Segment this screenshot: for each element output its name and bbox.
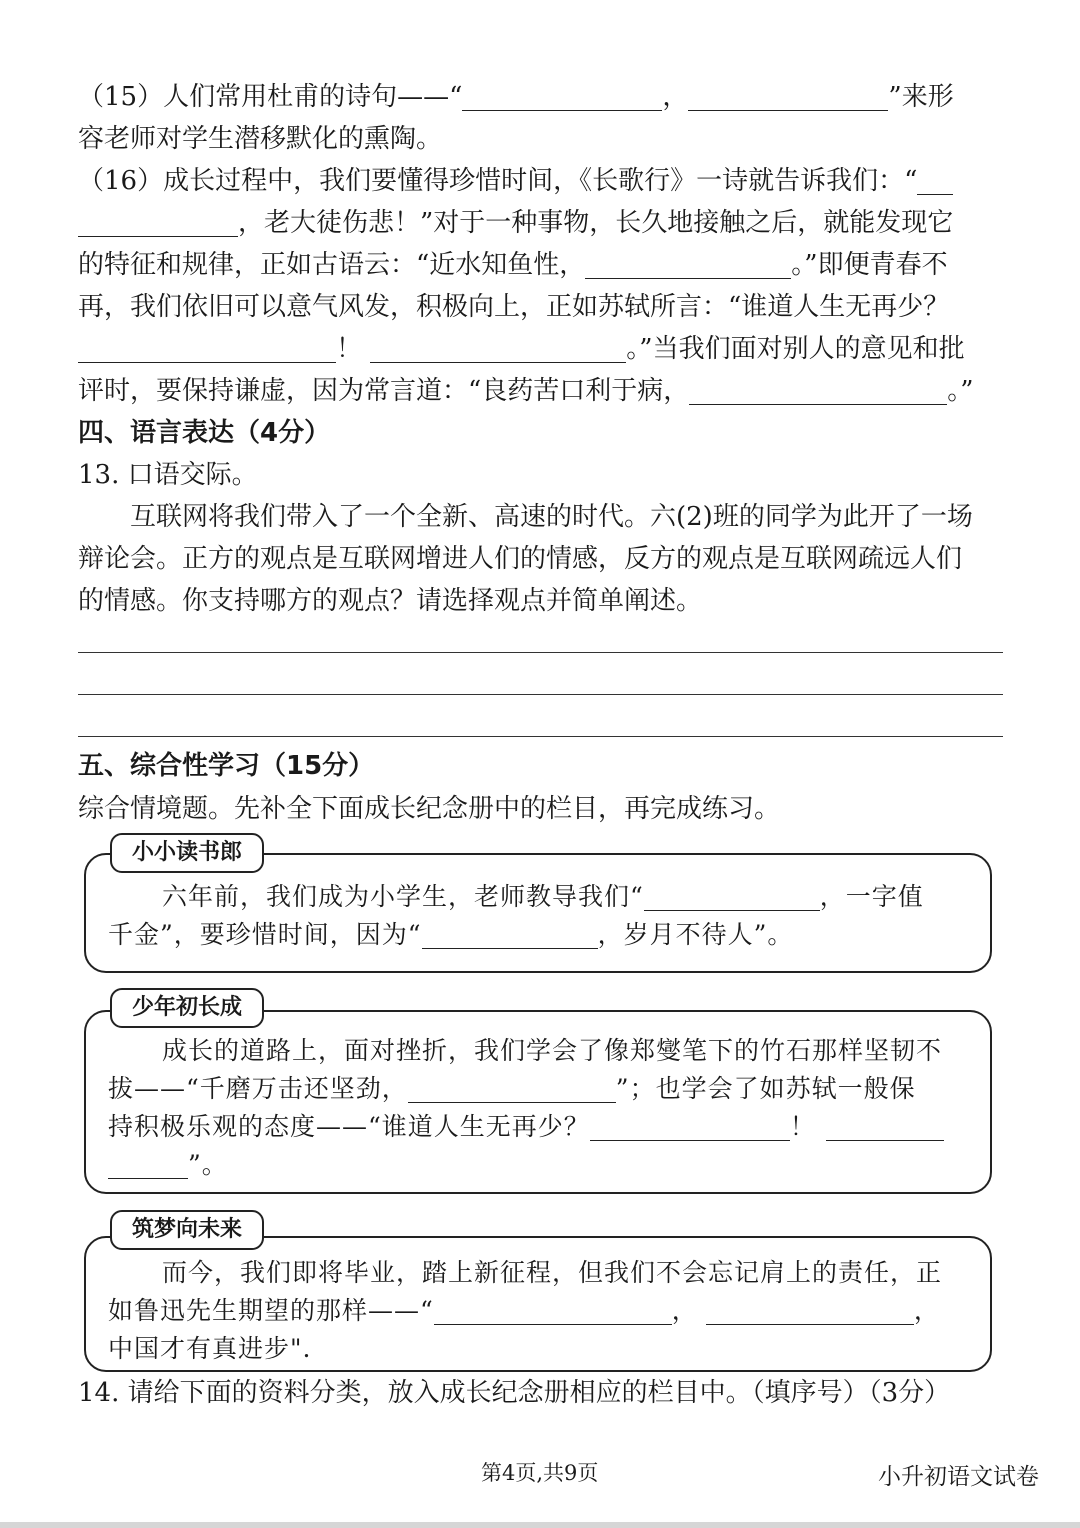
q13-paragraph-2: 辩论会。正方的观点是互联网增进人们的情感，反方的观点是互联网疏远人们 xyxy=(78,544,963,574)
q16-text-3b: 。”即便青春不 xyxy=(791,250,948,280)
box-future-text-2a: 如鲁迅先生期望的那样——“ xyxy=(108,1296,434,1325)
box-reading-text-1b: ，一字值 xyxy=(819,882,924,911)
q16-line-5 xyxy=(78,328,1003,370)
q16-text-5a: ！ xyxy=(336,334,363,364)
q15-text-a: （15）人们常用杜甫的诗句——“ xyxy=(78,82,463,112)
box-reading-text-1a: 六年前，我们成为小学生，老师教导我们“ xyxy=(162,882,644,911)
box-growing-blank-3a[interactable] xyxy=(826,1110,944,1141)
q15-line-1 xyxy=(78,76,1003,118)
box-reading-blank-2[interactable] xyxy=(422,918,598,949)
q16-line-4: 再，我们依旧可以意气风发，积极向上，正如苏轼所言：“谁道人生无再少？ xyxy=(78,292,950,322)
q16-line-6 xyxy=(78,370,1003,412)
box-future-tab: 筑梦向未来 xyxy=(110,1210,264,1250)
box-future-text-2c: ， xyxy=(913,1296,940,1325)
q16-text-1: （16）成长过程中，我们要懂得珍惜时间，《长歌行》一诗就告诉我们：“ xyxy=(78,166,918,196)
box-future-text-2b: ， xyxy=(671,1296,698,1325)
box-future-line-3: 中国才有真进步". xyxy=(108,1334,312,1363)
box-future-line-2 xyxy=(108,1292,978,1330)
box-reading-line-1 xyxy=(162,878,1032,916)
exam-title: 小升初语文试卷 xyxy=(878,1464,1039,1490)
q16-text-6a: 评时，要保持谦虚，因为常言道：“良药苦口利于病， xyxy=(78,376,690,406)
q15-text-c: ”来形 xyxy=(888,82,954,112)
answer-line-3[interactable] xyxy=(78,736,1003,737)
box-growing-text-3b: ！ xyxy=(789,1112,816,1141)
q16-blank-1b[interactable] xyxy=(78,206,238,237)
box-reading-tab: 小小读书郎 xyxy=(110,833,264,873)
box-growing-blank-2[interactable] xyxy=(590,1110,790,1141)
q13-paragraph-1: 互联网将我们带入了一个全新、高速的时代。六(2)班的同学为此开了一场 xyxy=(130,502,973,532)
q16-blank-2[interactable] xyxy=(585,248,791,279)
q16-text-2: ，老大徒伤悲！”对于一种事物，长久地接触之后，就能发现它 xyxy=(238,208,954,238)
q16-line-2 xyxy=(78,202,1003,244)
box-growing-text-2b: ”；也学会了如苏轼一般保 xyxy=(615,1074,916,1103)
q15-text-b: ， xyxy=(662,82,689,112)
box-growing-text-2a: 拔——“千磨万击还坚劲， xyxy=(108,1074,408,1103)
q16-blank-5[interactable] xyxy=(689,374,947,405)
box-reading-text-2a: 千金”，要珍惜时间，因为“ xyxy=(108,920,422,949)
box-growing-line-4 xyxy=(108,1146,978,1184)
box-reading-line-2 xyxy=(108,916,978,954)
q13-title: 13. 口语交际。 xyxy=(78,460,258,490)
box-growing-line-2 xyxy=(108,1070,978,1108)
box-growing-line-1: 成长的道路上，面对挫折，我们学会了像郑燮笔下的竹石那样坚韧不 xyxy=(162,1036,943,1065)
q16-line-1 xyxy=(78,160,1003,202)
q16-blank-1a[interactable] xyxy=(917,164,953,195)
box-reading-blank-1[interactable] xyxy=(644,880,820,911)
q15-line-2: 容老师对学生潜移默化的熏陶。 xyxy=(78,124,443,154)
bottom-scroll-bar xyxy=(0,1522,1080,1528)
answer-line-2[interactable] xyxy=(78,694,1003,695)
q15-blank-2[interactable] xyxy=(688,80,888,111)
box-growing-tab: 少年初长成 xyxy=(110,988,264,1028)
q13-paragraph-3: 的情感。你支持哪方的观点？请选择观点并简单阐述。 xyxy=(78,586,703,616)
section-5-intro: 综合情境题。先补全下面成长纪念册中的栏目，再完成练习。 xyxy=(78,794,781,824)
q16-text-3a: 的特征和规律，正如古语云：“近水知鱼性， xyxy=(78,250,586,280)
q16-text-5b: 。”当我们面对别人的意见和批 xyxy=(626,334,965,364)
section-4-heading: 四、语言表达（4分） xyxy=(78,418,331,448)
box-growing-line-3 xyxy=(108,1108,978,1146)
box-growing-text-4: ”。 xyxy=(188,1150,228,1179)
answer-line-1[interactable] xyxy=(78,652,1003,653)
box-growing-text-3a: 持积极乐观的态度——“谁道人生无再少？ xyxy=(108,1112,590,1141)
box-growing-blank-1[interactable] xyxy=(408,1072,616,1103)
section-5-heading: 五、综合性学习（15分） xyxy=(78,751,375,781)
box-future-blank-1[interactable] xyxy=(434,1294,672,1325)
page-number: 第4页,共9页 xyxy=(481,1461,599,1485)
q16-blank-3[interactable] xyxy=(78,332,336,363)
q16-line-3 xyxy=(78,244,1003,286)
q16-blank-4[interactable] xyxy=(370,332,626,363)
q15-blank-1[interactable] xyxy=(462,80,662,111)
q14-text: 14. 请给下面的资料分类，放入成长纪念册相应的栏目中。（填序号）（3分） xyxy=(78,1378,951,1408)
q16-text-6b: 。” xyxy=(947,376,974,406)
box-future-line-1: 而今，我们即将毕业，踏上新征程，但我们不会忘记肩上的责任，正 xyxy=(162,1258,943,1287)
box-future-blank-2[interactable] xyxy=(706,1294,914,1325)
box-reading-text-2b: ，岁月不待人”。 xyxy=(597,920,794,949)
box-growing-blank-3b[interactable] xyxy=(108,1148,188,1179)
